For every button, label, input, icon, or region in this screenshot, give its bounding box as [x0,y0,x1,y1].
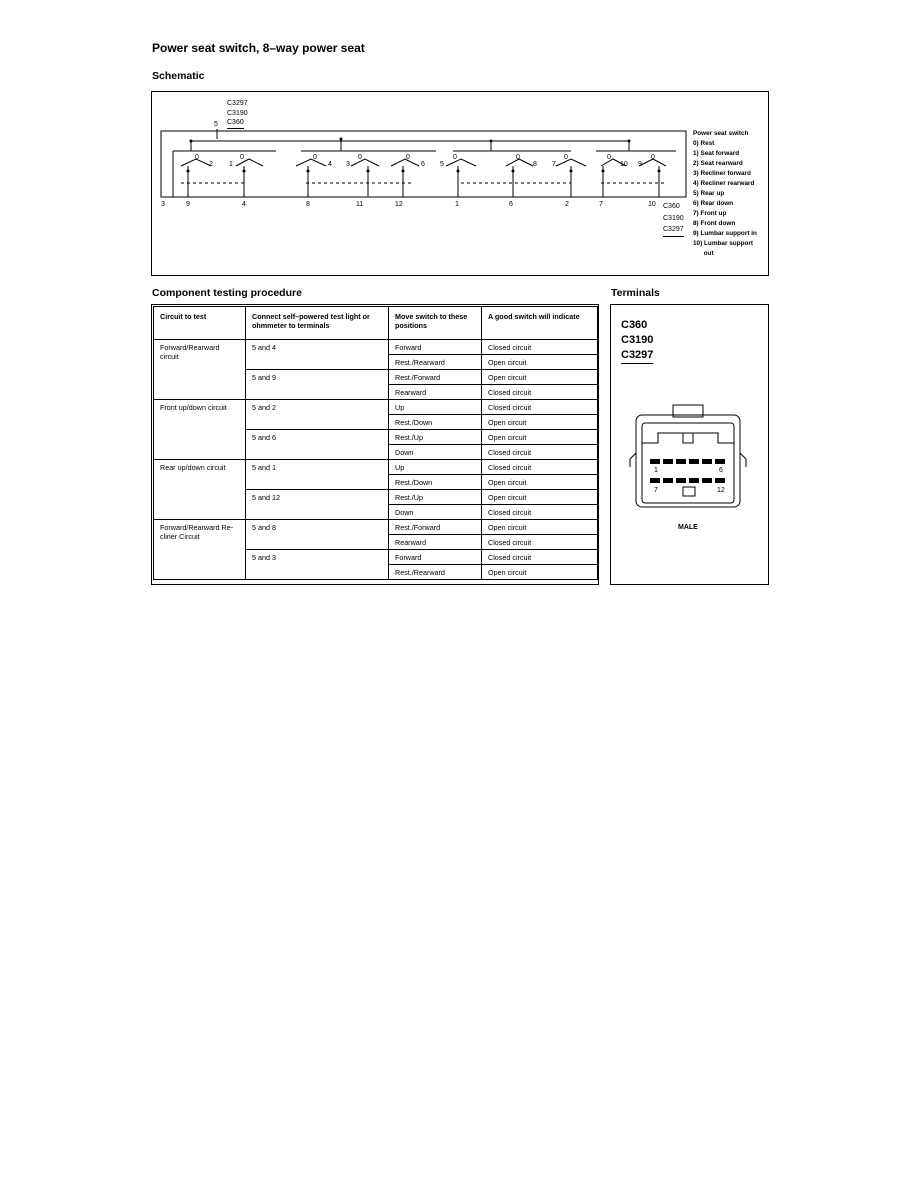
column-header: Connect self–powered test light or ohmmeter to terminals [246,307,389,340]
switch-number: 4 [328,161,332,168]
pin-label: 12 [717,487,725,494]
switch-number: 7 [552,161,556,168]
switch-number: 3 [346,161,350,168]
result-cell: Closed circuit [482,385,598,400]
position-cell: Down [389,445,482,460]
result-cell: Open circuit [482,430,598,445]
switch-number: 6 [421,161,425,168]
connector-label: C3297 [227,100,248,107]
position-cell: Rest./Up [389,430,482,445]
position-cell: Down [389,505,482,520]
result-cell: Open circuit [482,355,598,370]
pin-label: 1 [654,467,658,474]
position-cell: Rest./Rearward [389,565,482,580]
switch-number: 0 [313,154,317,161]
pin-number: 4 [242,201,246,208]
pin-number: 12 [395,201,403,208]
position-cell: Up [389,400,482,415]
legend-item: 0) Rest [693,140,715,147]
result-cell: Open circuit [482,520,598,535]
result-cell: Open circuit [482,490,598,505]
legend-item: 7) Front up [693,210,727,217]
result-cell: Closed circuit [482,400,598,415]
column-header: A good switch will indicate [482,307,598,340]
pin5-label: 5 [214,121,218,128]
table-row [154,340,598,355]
table-header-row [154,307,598,340]
pin-number: 9 [186,201,190,208]
legend-item: out [693,250,714,257]
switch-number: 0 [240,154,244,161]
result-cell: Closed circuit [482,460,598,475]
switch-number: 0 [564,154,568,161]
table-row [154,460,598,475]
position-cell: Rest./Forward [389,520,482,535]
switch-number: 0 [651,154,655,161]
connector-label: C360 [663,203,680,210]
pin-number: 1 [455,201,459,208]
procedure-table [153,306,598,580]
switch-number: 0 [195,154,199,161]
switch-number: 9 [638,161,642,168]
switch-number: 1 [229,161,233,168]
legend-item: 10) Lumbar support [693,240,754,247]
legend-item: 5) Rear up [693,190,725,197]
legend-item: 3) Recliner forward [693,170,751,177]
circuit-cell: Rear up/down circuit [154,460,246,520]
terminals-cell: 5 and 8 [246,520,389,550]
switch-number: 5 [440,161,444,168]
connector-label: C3190 [227,109,248,117]
connector-label: C3297 [621,348,653,364]
result-cell: Closed circuit [482,535,598,550]
legend-title: Power seat switch [693,130,749,137]
pin-number: 8 [306,201,310,208]
terminals-cell: 5 and 9 [246,370,389,400]
connector-face-diagram [628,403,748,511]
pin-number: 7 [599,201,603,208]
pin-number: 3 [161,201,165,208]
legend-item: 1) Seat forward [693,150,740,157]
pin-number: 6 [509,201,513,208]
terminals-cell: 5 and 12 [246,490,389,520]
legend-item: 4) Recliner rearward [693,180,755,187]
terminals-connector-list [621,318,653,364]
pin-number: 10 [648,201,656,208]
switch-number: 0 [516,154,520,161]
pin-label: 7 [654,487,658,494]
schematic-right-connectors [663,201,684,237]
position-cell: Rearward [389,535,482,550]
switch-number: 0 [607,154,611,161]
connector-label: C360 [621,319,648,331]
pin-label: 6 [719,467,723,474]
result-cell: Open circuit [482,370,598,385]
terminals-cell: 5 and 1 [246,460,389,490]
page-title: Power seat switch, 8–way power seat [152,41,365,55]
circuit-cell: Forward/Rearward Re- cliner Circuit [154,520,246,580]
position-cell: Rest./Rearward [389,355,482,370]
legend-item: 9) Lumbar support in [693,230,757,237]
connector-label: C3297 [663,224,684,237]
pin-number: 2 [565,201,569,208]
schematic-heading: Schematic [152,70,205,82]
result-cell: Open circuit [482,415,598,430]
terminals-heading: Terminals [611,287,660,299]
switch-number: 0 [453,154,457,161]
position-cell: Up [389,460,482,475]
table-row [154,520,598,535]
connector-label: C3190 [621,334,654,346]
switch-number: 2 [209,161,213,168]
result-cell: Closed circuit [482,445,598,460]
procedure-heading: Component testing procedure [152,287,302,299]
table-row [154,400,598,415]
legend-item: 2) Seat rearward [693,160,743,167]
position-cell: Rest./Down [389,415,482,430]
schematic-diagram [151,91,769,276]
connector-label: C3190 [663,214,684,222]
result-cell: Closed circuit [482,505,598,520]
switch-number: 8 [533,161,537,168]
position-cell: Forward [389,550,482,565]
switch-number: 0 [358,154,362,161]
legend-item: 6) Rear down [693,200,734,207]
position-cell: Rest./Up [389,490,482,505]
legend-item: 8) Front down [693,220,736,227]
position-cell: Rest./Down [389,475,482,490]
schematic-legend [693,129,757,259]
terminals-cell: 5 and 4 [246,340,389,370]
switch-number: 0 [406,154,410,161]
position-cell: Forward [389,340,482,355]
terminals-cell: 5 and 6 [246,430,389,460]
position-cell: Rest./Forward [389,370,482,385]
result-cell: Closed circuit [482,340,598,355]
column-header: Circuit to test [154,307,246,340]
terminals-cell: 5 and 2 [246,400,389,430]
result-cell: Open circuit [482,565,598,580]
connector-label: C360 [227,118,244,129]
circuit-cell: Forward/Rearward circuit [154,340,246,400]
terminals-cell: 5 and 3 [246,550,389,580]
result-cell: Closed circuit [482,550,598,565]
gender-label: MALE [678,524,698,531]
column-header: Move switch to these positions [389,307,482,340]
pin-number: 11 [356,201,364,208]
position-cell: Rearward [389,385,482,400]
circuit-cell: Front up/down circuit [154,400,246,460]
result-cell: Open circuit [482,475,598,490]
switch-number: 10 [620,161,628,168]
